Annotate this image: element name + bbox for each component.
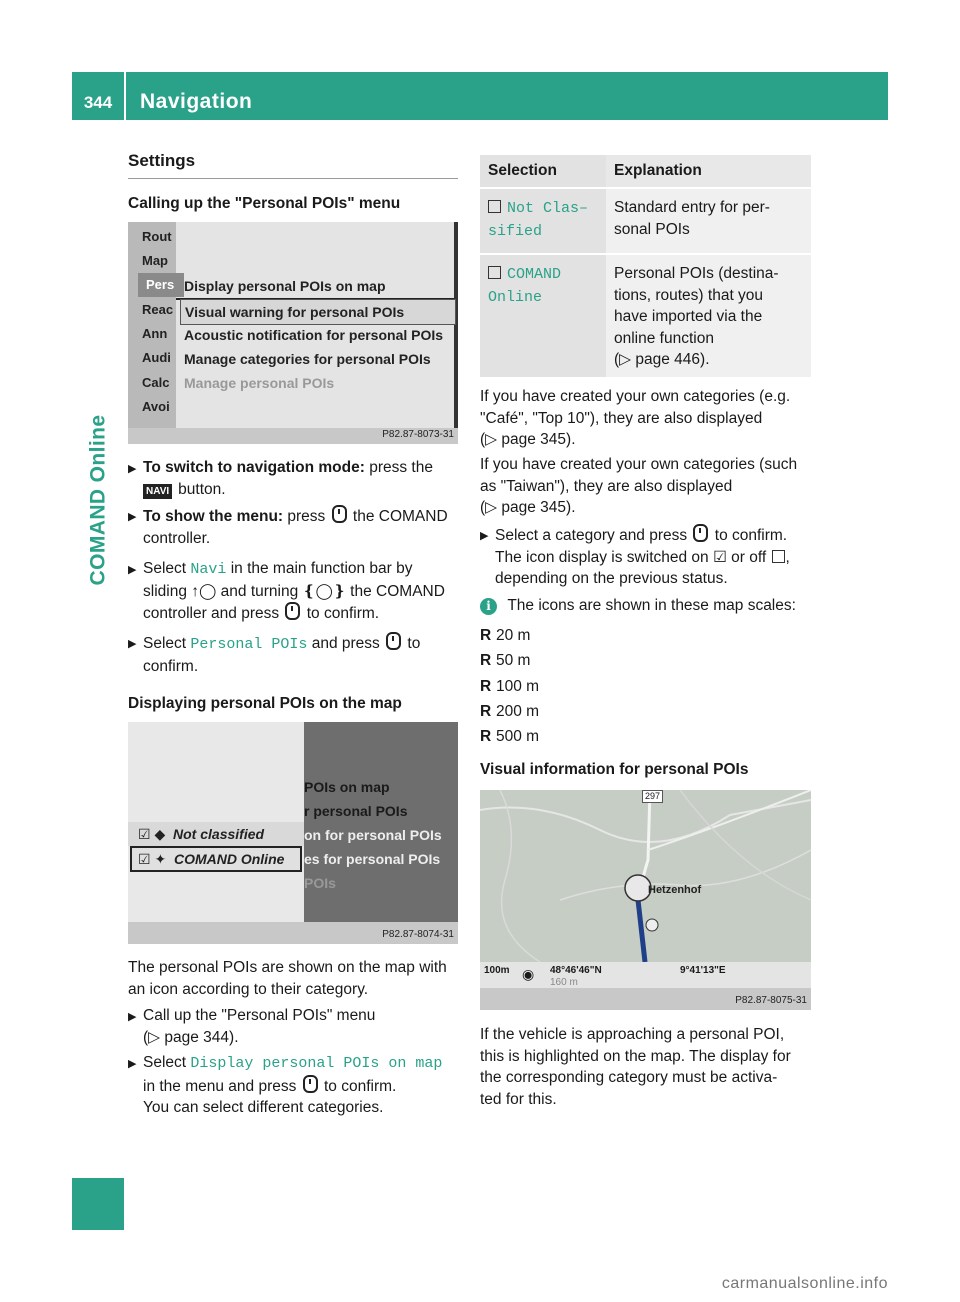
road-label: 297 [642, 790, 663, 803]
paragraph-own-categories-such: If you have created your own categories (such as "Taiwan"), they are also displayed (▷ page 345). [480, 456, 798, 516]
side-label: COMAND Online [86, 414, 110, 586]
category-comand-online: ☑ ✦ COMAND Online [138, 851, 285, 867]
heading-rule [128, 178, 458, 179]
table-row: COMAND Online Personal POIs (destina- tions, routes) that you have imported via the online function (▷ page 446). [480, 254, 811, 377]
paragraph-pois-shown: The personal POIs are shown on the map with an icon according to their category. [128, 959, 447, 998]
poi-diamond-icon: ◆ [154, 826, 166, 842]
menu-item: POIs [304, 875, 336, 891]
latitude: 48°46'46"N [550, 965, 602, 976]
list-item: R 200 m [480, 702, 540, 720]
side-block [72, 1178, 124, 1230]
left-item: Calc [142, 375, 170, 390]
left-item: Map [142, 253, 168, 268]
checkbox-empty-icon [488, 266, 501, 279]
info-note: i The icons are shown in these map scales: [480, 595, 820, 617]
turn-icon: ❴◯❵ [302, 582, 346, 600]
checkbox-checked-icon: ☑ [712, 548, 727, 566]
image-caption: P82.87-8073-31 [382, 429, 454, 440]
subheading-visual-info: Visual information for personal POIs [480, 761, 749, 778]
step-select-display: ▶ Select Display personal POIs on map in the menu and press to confirm. You can select different categories. [128, 1054, 443, 1116]
list-item: R 50 m [480, 652, 531, 670]
subheading-displaying-pois: Displaying personal POIs on the map [128, 695, 402, 712]
step-select-category: ▶ Select a category and press to confirm. The icon display is switched on ☑ or off , depending on the previous status. [480, 524, 820, 590]
image-caption: P82.87-8075-31 [735, 995, 807, 1006]
checkbox-empty-icon [772, 550, 785, 563]
checkbox-icon: ☑ [138, 826, 151, 842]
side-tab [72, 120, 124, 1230]
controller-press-icon [386, 632, 401, 650]
menu-item: on for personal POIs [304, 827, 442, 843]
altitude: 160 m [550, 977, 578, 988]
menu-item-disabled: Manage personal POIs [184, 375, 335, 391]
controller-press-icon [332, 505, 347, 523]
menu-item: Acoustic notification for personal POIs [184, 327, 444, 343]
subheading-calling-menu: Calling up the "Personal POIs" menu [128, 195, 401, 212]
left-item: Reac [142, 302, 174, 317]
left-item-selected: Pers [138, 273, 184, 297]
menu-item: Display personal POIs on map [184, 278, 386, 294]
info-icon: i [480, 598, 497, 615]
left-item: Audi [142, 350, 171, 365]
controller-press-icon [285, 602, 300, 620]
left-item: Rout [142, 229, 172, 244]
menu-item: r personal POIs [304, 803, 408, 819]
navi-key-icon: NAVI [143, 484, 172, 499]
heading-settings: Settings [128, 151, 196, 170]
list-item: R 20 m [480, 627, 531, 644]
left-item: Ann [142, 326, 168, 341]
left-item: Avoi [142, 399, 170, 414]
page-number: 344 [72, 72, 124, 120]
screenshot-categories [128, 722, 458, 944]
poi-online-icon: ✦ [154, 851, 167, 867]
step-show-menu: ▶ To show the menu: press the COMAND controller. [128, 505, 458, 549]
place-label: Hetzenhof [648, 884, 702, 896]
menu-item: POIs on map [304, 779, 390, 795]
list-item: R 500 m [480, 728, 540, 746]
menu-item: Manage categories for personal POIs [184, 351, 431, 367]
controller-press-icon [693, 524, 708, 542]
scale-list [480, 623, 680, 749]
menu-item-highlighted: Visual warning for personal POIs [180, 299, 456, 325]
screenshot-map [480, 790, 811, 1010]
paragraph-own-categories: If you have created your own categories (e.g. "Café", "Top 10"), they are also displayed (▷ page 345). [480, 388, 791, 448]
category-not-classified: ☑ ◆ Not classified [138, 826, 265, 842]
section-title: Navigation [140, 90, 253, 113]
step-switch-nav: ▶ To switch to navigation mode: press the NAVI button. [128, 459, 433, 498]
step-select-navi: ▶ Select Navi in the main function bar by sliding ↑◯ and turning ❴◯❵ the COMAND controller and press to confirm. [128, 560, 445, 622]
table-header: Explanation [606, 155, 811, 188]
step-call-menu: ▶ Call up the "Personal POIs" menu (▷ page 344). [128, 1007, 376, 1046]
watermark: carmanualsonline.info [721, 1274, 888, 1292]
table-row: Not Clas– sified Standard entry for per- sonal POIs [480, 188, 811, 254]
list-item: R 100 m [480, 677, 540, 695]
slide-up-icon: ↑◯ [191, 582, 217, 600]
paragraph-approaching: If the vehicle is approaching a personal POI, this is highlighted on the map. The display for the corresponding category must be activa- ted for this. [480, 1026, 791, 1108]
image-caption: P82.87-8074-31 [382, 929, 454, 940]
screenshot-personal-pois-menu [128, 222, 458, 444]
menu-item: es for personal POIs [304, 851, 441, 867]
selection-table [480, 155, 811, 377]
checkbox-icon: ☑ [138, 851, 151, 867]
checkbox-empty-icon [488, 200, 501, 213]
map-scale: 100m [484, 965, 510, 976]
table-header: Selection [480, 155, 606, 188]
compass-icon: ◉ [522, 966, 535, 982]
controller-press-icon [303, 1075, 318, 1093]
step-select-personal-pois: ▶ Select Personal POIs and press to confirm. [128, 632, 458, 677]
longitude: 9°41'13"E [680, 965, 726, 976]
